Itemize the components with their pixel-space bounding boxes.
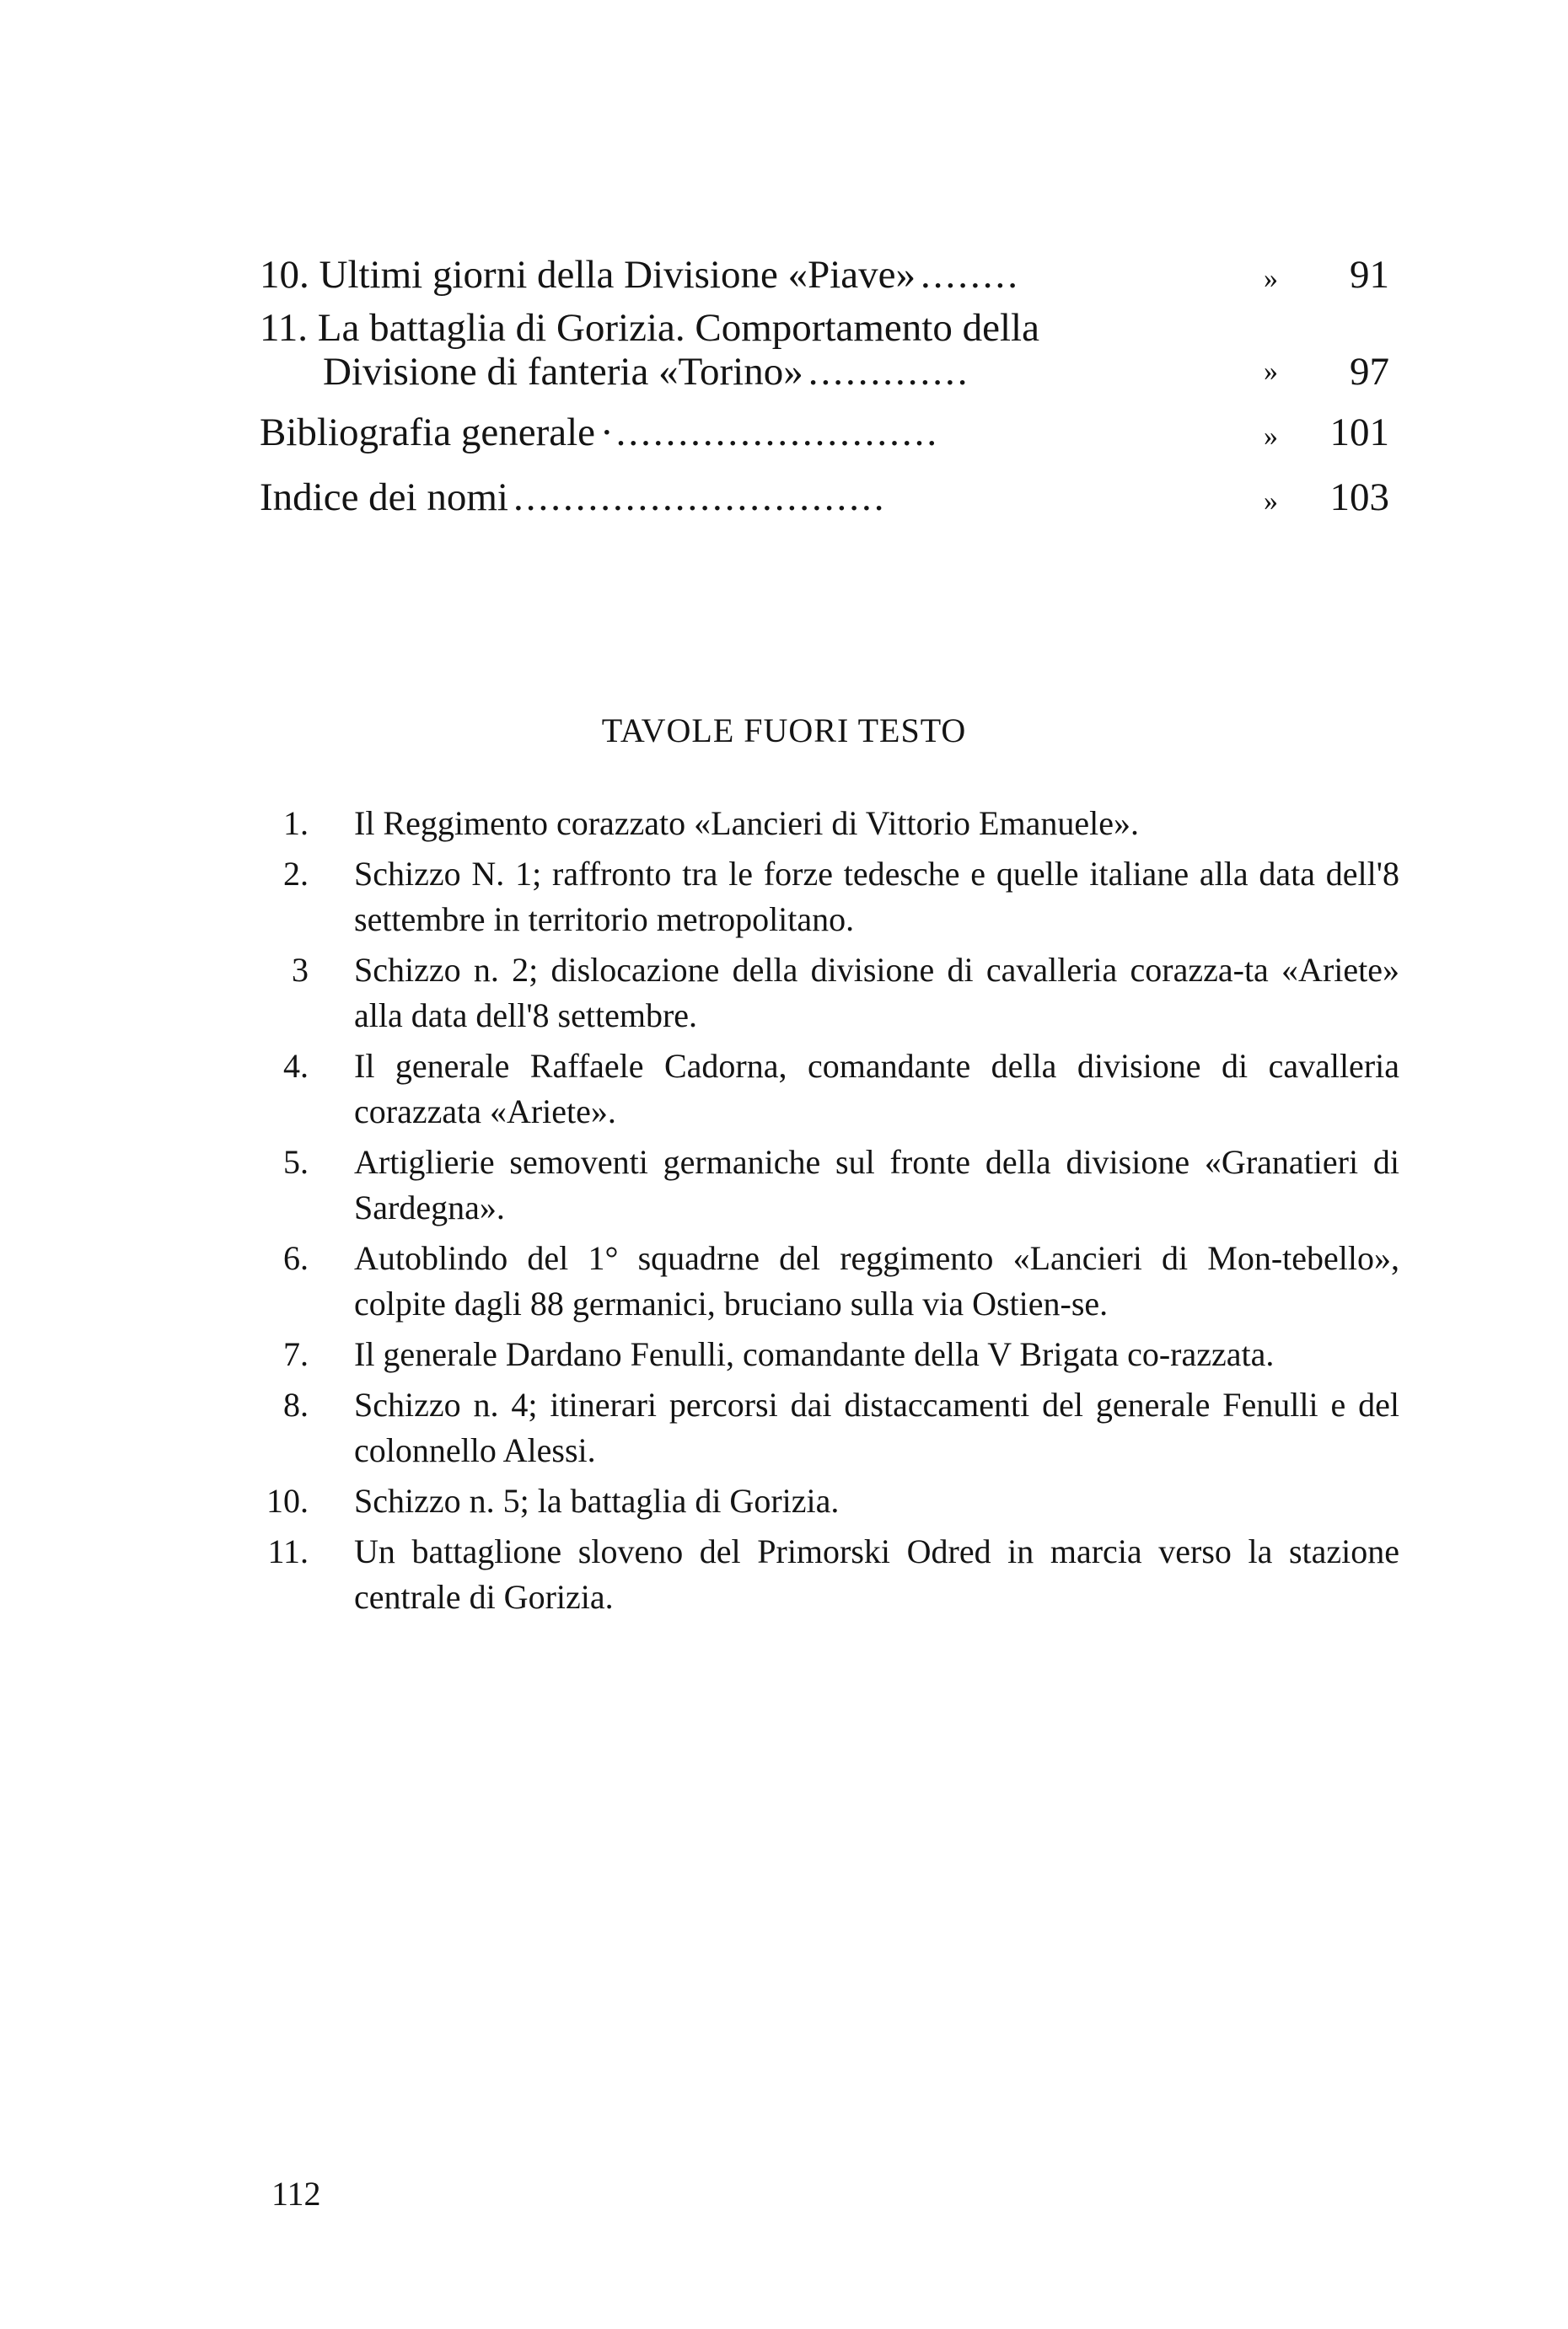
toc-entry	[260, 253, 1389, 301]
plate-caption: Schizzo n. 2; dislocazione della divisione di cavalleria corazza-ta «Ariete» alla data dell'8 settembre.	[354, 951, 1399, 1034]
plate-caption: Schizzo n. 4; itinerari percorsi dai distaccamenti del generale Fenulli e del colonnello Alessi.	[354, 1386, 1399, 1469]
toc-entry	[260, 306, 1389, 394]
plate-caption: Il Reggimento corazzato «Lancieri di Vittorio Emanuele».	[354, 804, 1139, 842]
toc-entry-text: Indice dei nomi	[260, 475, 508, 519]
list-item	[253, 801, 1399, 846]
toc-entry	[260, 475, 1389, 523]
plate-number: 4.	[283, 1047, 309, 1085]
table-of-contents	[260, 253, 1389, 523]
toc-entry-text: Bibliografia generale	[260, 411, 596, 454]
plate-number: 6.	[283, 1239, 309, 1277]
plate-number: 7.	[283, 1335, 309, 1373]
toc-entry-title	[260, 475, 1227, 519]
toc-leader-dots: .............	[808, 350, 970, 394]
toc-entry-text: Ultimi giorni della Divisione «Piave»	[319, 253, 916, 297]
toc-entry-title	[260, 253, 1227, 297]
toc-entry-title	[260, 306, 1227, 394]
toc-entry-text: La battaglia di Gorizia. Comportamento della	[317, 306, 1039, 350]
plate-caption: Un battaglione sloveno del Primorski Odred in marcia verso la stazione centrale di Gorizia.	[354, 1532, 1399, 1616]
plate-caption: Autoblindo del 1° squadrne del reggimento «Lancieri di Mon-tebello», colpite dagli 88 germanici, bruciano sulla via Ostien-se.	[354, 1239, 1399, 1323]
toc-leader-dots: ..............................	[513, 475, 887, 519]
toc-page-marker: »	[1264, 263, 1278, 294]
plate-number: 8.	[283, 1386, 309, 1424]
plate-number: 2.	[283, 855, 309, 893]
plate-number: 11.	[267, 1532, 309, 1570]
toc-page-number: 97	[1350, 350, 1389, 394]
toc-page-number: 103	[1329, 475, 1389, 519]
toc-entry-title	[260, 411, 1227, 454]
list-item	[253, 947, 1399, 1038]
list-item	[253, 851, 1399, 942]
toc-entry	[260, 411, 1389, 459]
list-item	[253, 1382, 1399, 1473]
plate-number: 10.	[266, 1482, 309, 1520]
list-item	[253, 1478, 1399, 1524]
plate-number: 5.	[283, 1143, 309, 1181]
list-item	[253, 1529, 1399, 1620]
toc-leader-dots: ·..........................	[600, 411, 940, 454]
plate-number: 3	[292, 951, 309, 989]
list-item	[253, 1140, 1399, 1231]
section-heading: TAVOLE FUORI TESTO	[601, 711, 967, 749]
list-item	[253, 1044, 1399, 1135]
toc-page-number: 101	[1329, 411, 1389, 454]
toc-page-marker: »	[1264, 486, 1278, 517]
plate-caption: Schizzo n. 5; la battaglia di Gorizia.	[354, 1482, 840, 1520]
list-item	[253, 1332, 1399, 1377]
plates-list	[253, 801, 1399, 1625]
plate-caption: Il generale Raffaele Cadorna, comandante della divisione di cavalleria corazzata «Ariete».	[354, 1047, 1399, 1130]
toc-page-number: 91	[1350, 253, 1389, 297]
plate-caption: Il generale Dardano Fenulli, comandante della V Brigata co-razzata.	[354, 1335, 1275, 1373]
page-number: 112	[271, 2175, 321, 2213]
toc-leader-dots: ........	[921, 253, 1021, 297]
toc-entry-number: 11.	[260, 306, 309, 350]
plate-caption: Artiglierie semoventi germaniche sul fronte della divisione «Granatieri di Sardegna».	[354, 1143, 1399, 1226]
list-item	[253, 1236, 1399, 1327]
toc-entry-number: 10.	[260, 253, 309, 297]
plate-caption: Schizzo N. 1; raffronto tra le forze tedesche e quelle italiane alla data dell'8 settembre in territorio metropolitano.	[354, 855, 1399, 938]
toc-page-marker: »	[1264, 356, 1278, 387]
toc-entry-continuation: Divisione di fanteria «Torino»	[323, 350, 803, 394]
plate-number: 1.	[283, 804, 309, 842]
toc-page-marker: »	[1264, 421, 1278, 452]
